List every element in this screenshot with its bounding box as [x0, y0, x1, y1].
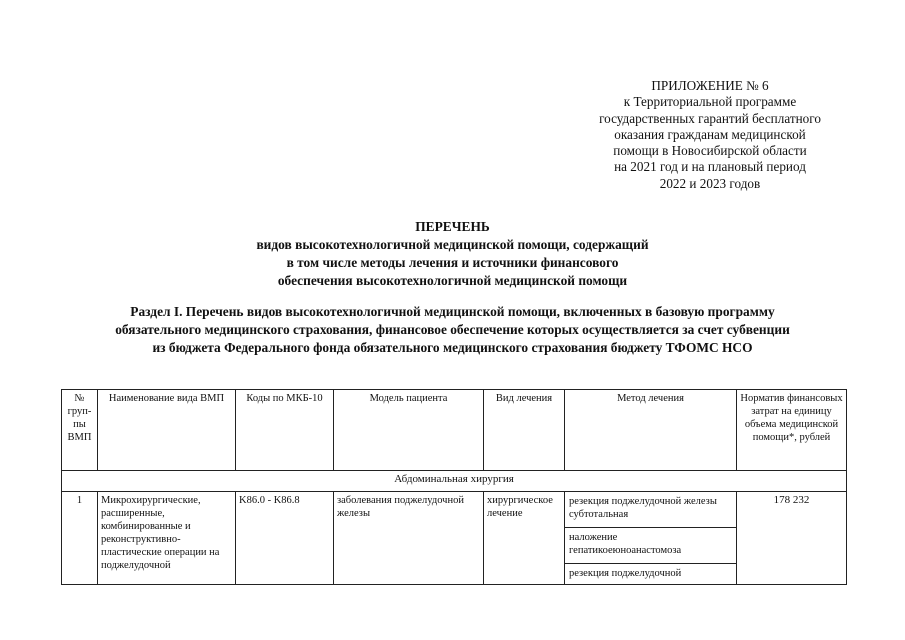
header-vmp-name: Наименование вида ВМП — [98, 390, 236, 471]
section-line: Раздел I. Перечень видов высокотехнологичной медицинской помощи, включенных в базовую программу — [130, 304, 775, 319]
header-cost-standard: Норматив финансовых затрат на единицу объема медицинской помощи*, рублей — [737, 390, 847, 471]
title-line: в том числе методы лечения и источники финансового — [286, 255, 619, 270]
annex-line: помощи в Новосибирской области — [613, 143, 807, 159]
annex-line: ПРИЛОЖЕНИЕ № 6 — [651, 78, 769, 93]
group-row — [62, 471, 847, 492]
header-treatment-type: Вид лечения — [484, 390, 565, 471]
annex-line: на 2021 год и на плановый период — [614, 159, 806, 175]
section-line: обязательного медицинского страхования, финансовое обеспечение которых осуществляется за счет субвенции — [115, 322, 790, 337]
method-item: резекция поджелудочной железы субтотальная — [565, 492, 736, 528]
cell-cost: 178 232 — [737, 492, 847, 585]
method-item: наложение гепатикоеюноанастомоза — [565, 528, 736, 564]
header-group-number: № груп-пы ВМП — [62, 390, 98, 471]
title-line: видов высокотехнологичной медицинской помощи, содержащий — [256, 237, 649, 252]
table-header-row — [62, 390, 847, 471]
cell-patient-model: заболевания поджелудочной железы — [334, 492, 484, 585]
section-line: из бюджета Федерального фонда обязательного медицинского страхования бюджету ТФОМС НСО — [152, 340, 753, 355]
section-heading — [0, 303, 905, 357]
cell-treatment-methods — [565, 492, 737, 585]
header-treatment-method: Метод лечения — [565, 390, 737, 471]
group-title: Абдоминальная хирургия — [62, 471, 847, 492]
vmp-table — [61, 389, 847, 585]
table-row — [62, 492, 847, 585]
title-line: обеспечения высокотехнологичной медицинской помощи — [277, 273, 628, 288]
annex-line: государственных гарантий бесплатного — [599, 110, 821, 126]
annex-header — [560, 78, 860, 192]
cell-icd-codes: K86.0 - K86.8 — [236, 492, 334, 585]
cell-group-number: 1 — [62, 492, 98, 585]
annex-line: 2022 и 2023 годов — [659, 175, 761, 191]
annex-line: оказания гражданам медицинской — [614, 126, 806, 142]
header-patient-model: Модель пациента — [334, 390, 484, 471]
document-title — [0, 218, 905, 290]
title-line: ПЕРЕЧЕНЬ — [415, 219, 490, 234]
annex-line: к Территориальной программе — [623, 94, 797, 110]
method-item: резекция поджелудочной — [569, 568, 682, 579]
cell-vmp-name: Микрохирургические, расширенные, комбинированные и реконструктивно-пластические операции на поджелудочной — [98, 492, 236, 585]
header-icd-codes: Коды по МКБ-10 — [236, 390, 334, 471]
cell-treatment-type: хирургическое лечение — [484, 492, 565, 585]
